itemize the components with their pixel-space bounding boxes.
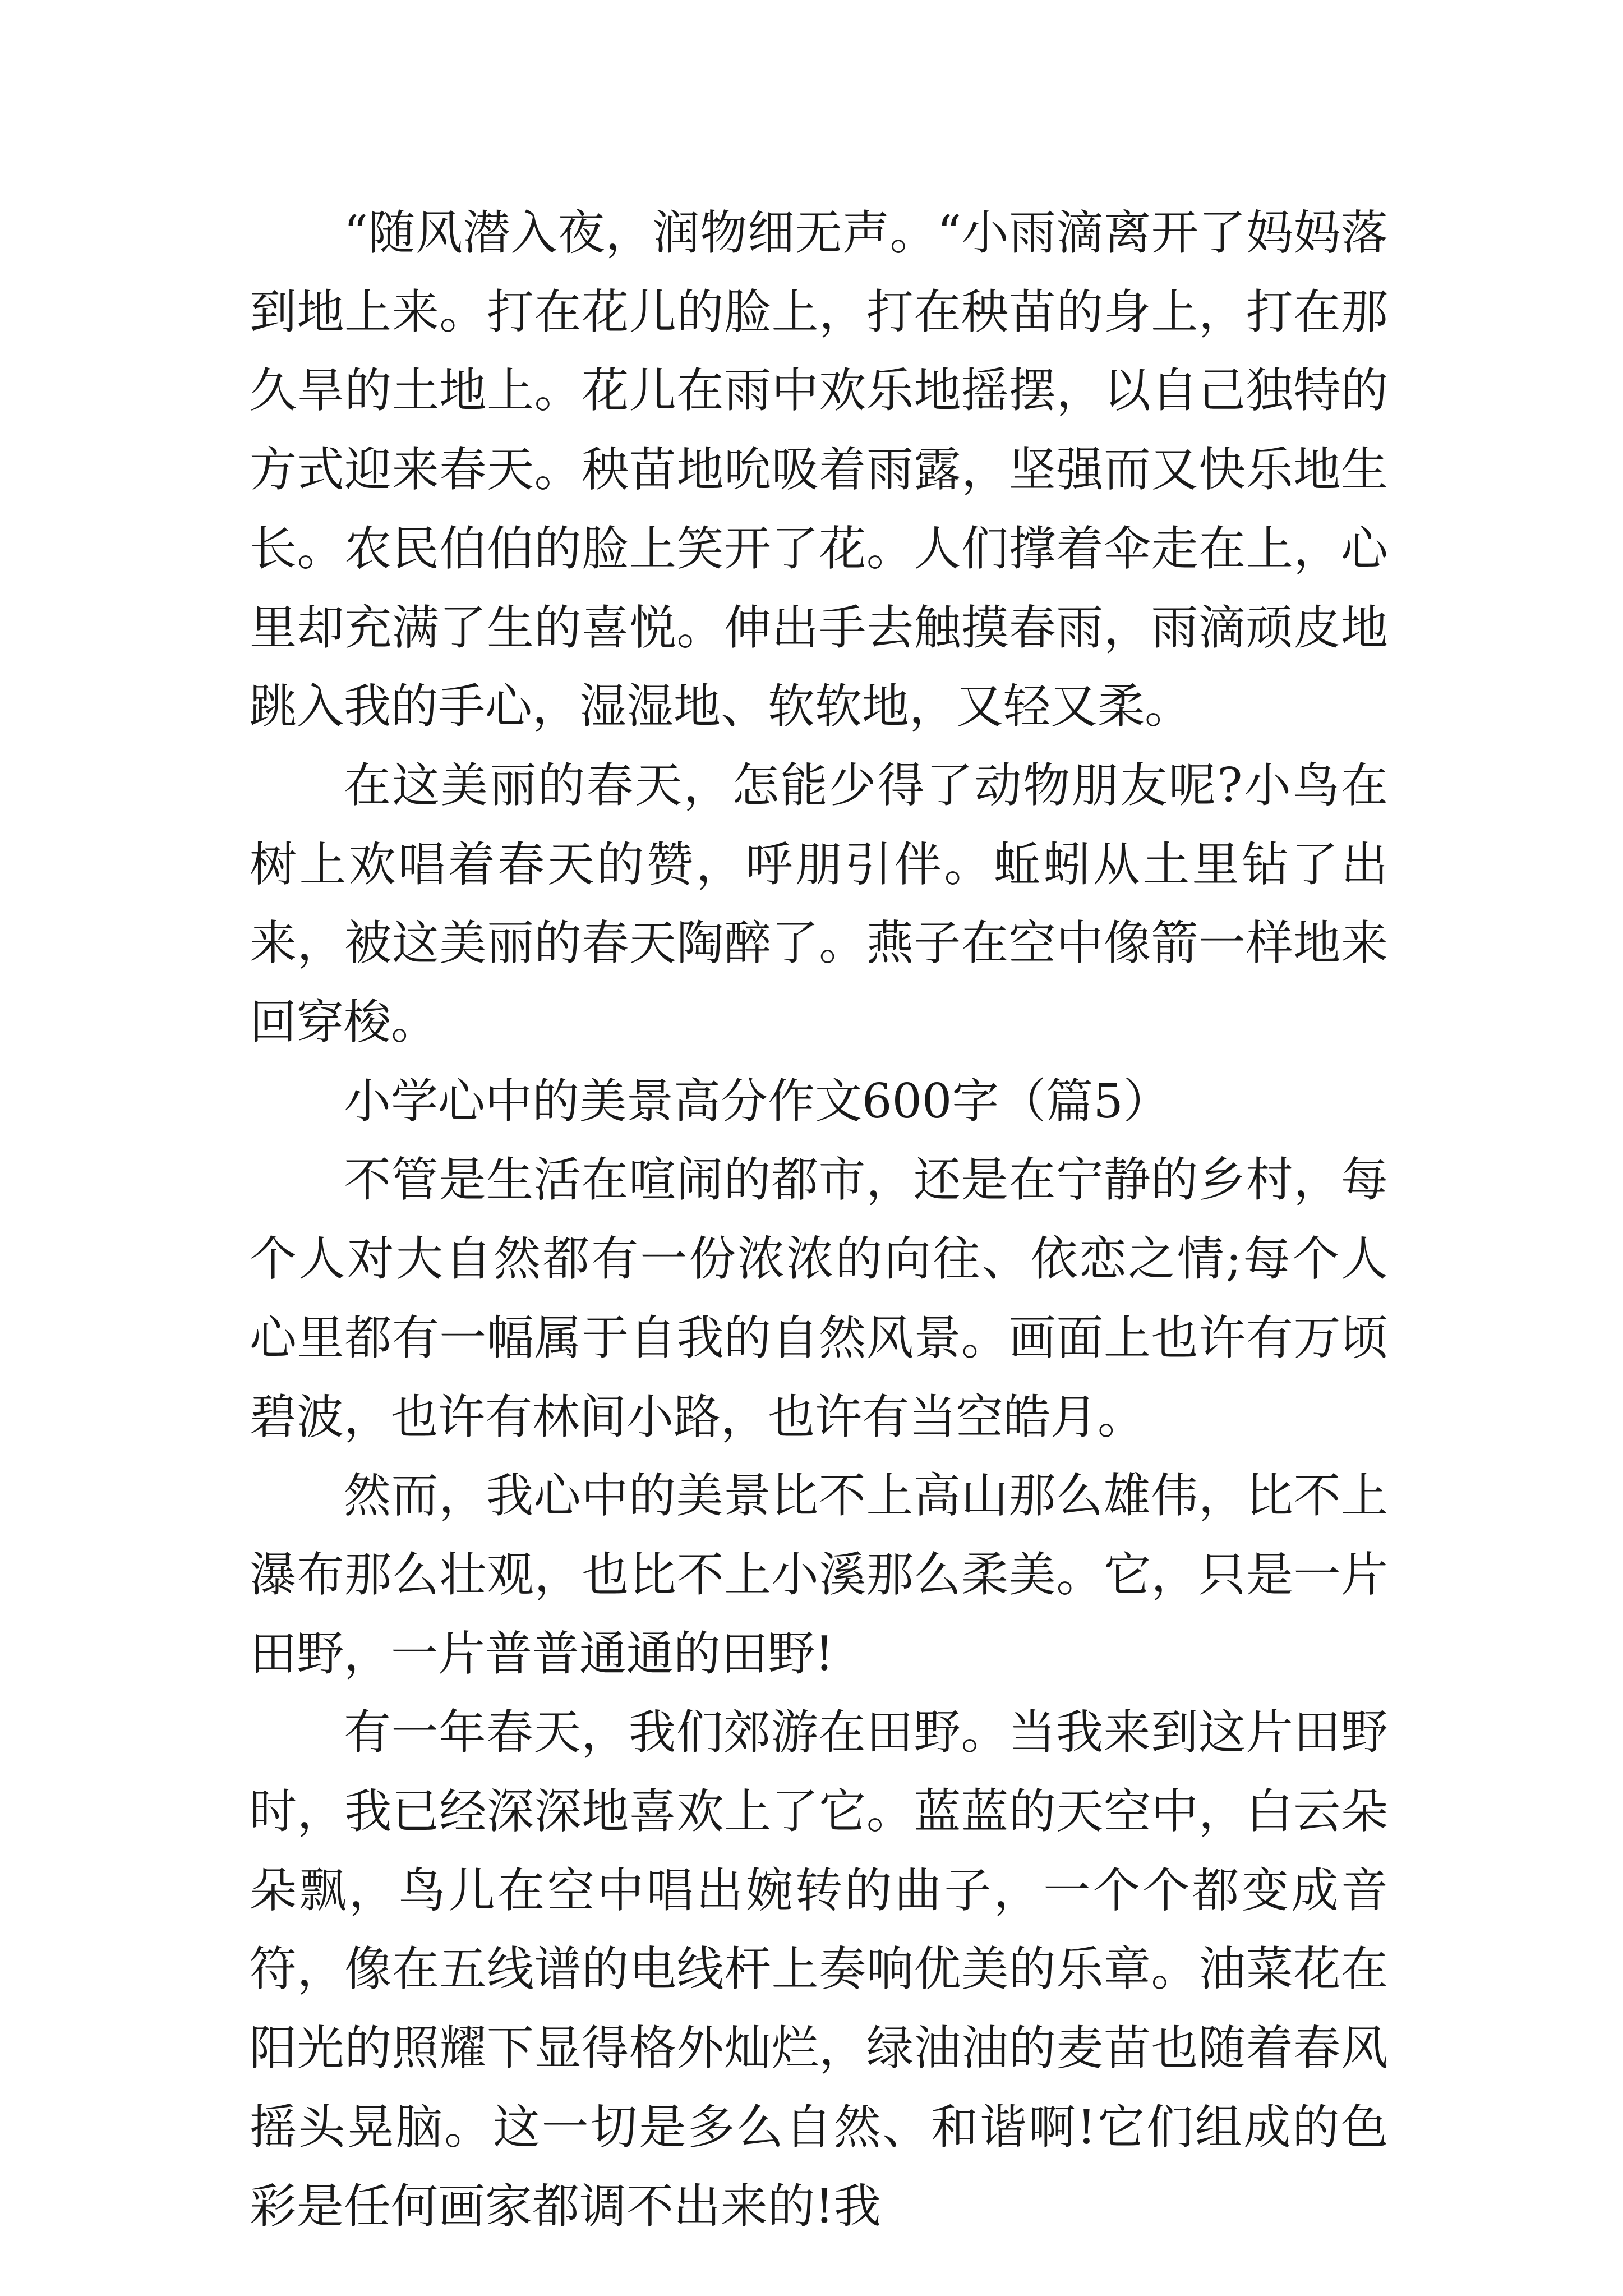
paragraph: “随风潜入夜，润物细无声。“小雨滴离开了妈妈落到地上来。打在花儿的脸上，打在秧苗的身上，打在那久旱的土地上。花儿在雨中欢乐地摇摆，以自己独特的方式迎来春天。秧苗地吮吸着雨露，坚强而又快乐地生长。农民伯伯的脸上笑开了花。人们撑着伞走在上，心里却充满了生的喜悦。伸出手去触摸春雨，雨滴顽皮地跳入我的手心，湿湿地、软软地，又轻又柔。 — [250, 205, 1388, 734]
document-body — [250, 194, 1388, 2246]
paragraph: 不管是生活在喧闹的都市，还是在宁静的乡村，每个人对大自然都有一份浓浓的向往、依恋之情;每个人心里都有一幅属于自我的自然风景。画面上也许有万顷碧波，也许有林间小路，也许有当空皓月。 — [250, 1152, 1388, 1444]
paragraph: 有一年春天，我们郊游在田野。当我来到这片田野时，我已经深深地喜欢上了它。蓝蓝的天空中，白云朵朵飘，鸟儿在空中唱出婉转的曲子，一个个都变成音符，像在五线谱的电线杆上奏响优美的乐章。油菜花在阳光的照耀下显得格外灿烂，绿油油的麦苗也随着春风摇头晃脑。这一切是多么自然、和谐啊!它们组成的色彩是任何画家都调不出来的!我 — [250, 1705, 1388, 2234]
paragraph: 在这美丽的春天，怎能少得了动物朋友呢?小鸟在树上欢唱着春天的赞，呼朋引伴。蚯蚓从土里钻了出来，被这美丽的春天陶醉了。燕子在空中像箭一样地来回穿梭。 — [250, 757, 1388, 1050]
section-heading: 小学心中的美景高分作文600字（篇5） — [344, 1073, 1170, 1129]
paragraph: 然而，我心中的美景比不上高山那么雄伟，比不上瀑布那么壮观，也比不上小溪那么柔美。它，只是一片田野，一片普普通通的田野! — [250, 1468, 1388, 1681]
